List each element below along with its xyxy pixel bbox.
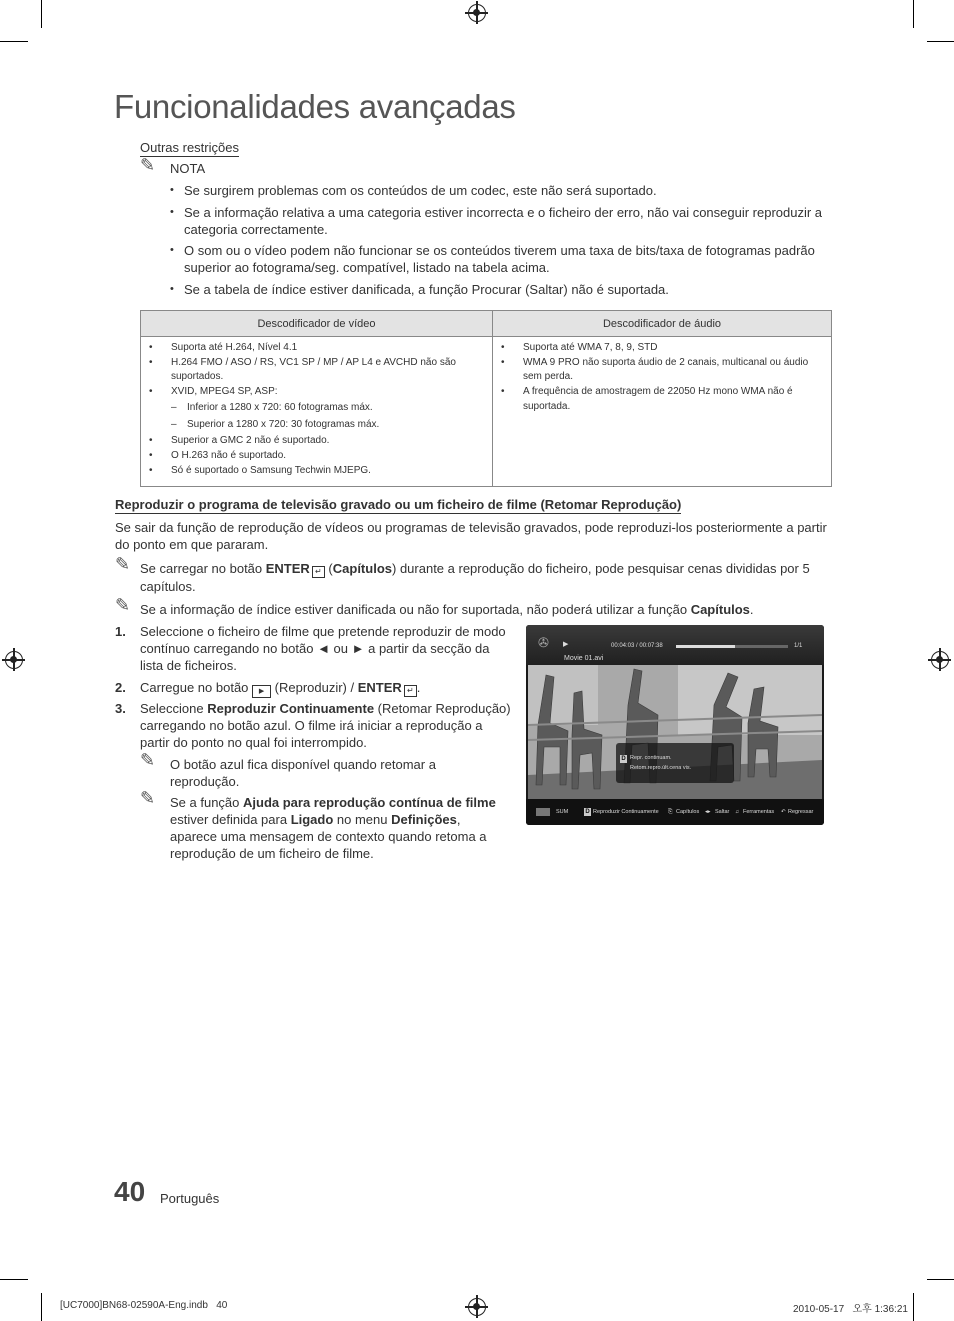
- list-item: • WMA 9 PRO não suporta áudio de 2 canais, multicanal ou áudio sem perda.: [501, 356, 809, 383]
- list-item: • A frequência de amostragem de 22050 Hz mono WMA não é suportada.: [501, 386, 793, 412]
- play-button-icon: ▶: [252, 685, 271, 698]
- skip-icon: ◂▸: [705, 809, 711, 815]
- subnote-blue-button: O botão azul fica disponível quando retomar a reprodução.: [170, 757, 436, 789]
- note-chapters: Se carregar no botão ENTER ↵ (Capítulos) durante a reprodução do ficheiro, pode pesquisar cenas divididas por 5 capítulos.: [140, 561, 810, 594]
- progress-bar: [676, 645, 788, 648]
- popup-key: D: [621, 756, 626, 762]
- film-reel-icon: ✇: [538, 635, 549, 650]
- subnote-resume-help: Se a função Ajuda para reprodução contínua de filme estiver definida para Ligado no menu Definições, aparece uma mensagem de contexto quando retoma a reprodução de um ficheiro de filme.: [170, 795, 496, 861]
- list-item: • Se surgirem problemas com os conteúdos de um codec, este não será suportado.: [170, 183, 657, 198]
- step-number: 2.: [115, 680, 126, 695]
- note-pencil-icon: ✎: [140, 750, 156, 770]
- section-heading-resume: Reproduzir o programa de televisão gravado ou um ficheiro de filme (Retomar Reprodução): [115, 497, 682, 512]
- progress-fill: [676, 645, 735, 648]
- page-title: Funcionalidades avançadas: [114, 88, 516, 125]
- list-item: – Superior a 1280 x 720: 30 fotogramas máx.: [171, 418, 380, 430]
- step-number: 3.: [115, 701, 126, 716]
- audio-decoder-cell: [493, 337, 832, 487]
- footer-language: Português: [160, 1191, 220, 1206]
- list-item: • Superior a GMC 2 não é suportado.: [149, 435, 330, 447]
- step-2-text: Carregue no botão ▶ (Reproduzir) / ENTER ↵ .: [140, 679, 510, 698]
- file-name: Movie 01.avi: [564, 655, 604, 662]
- registration-mark-icon: [5, 651, 23, 669]
- popup-line1: Repr. continuam.: [630, 755, 672, 761]
- list-item: • Suporta até H.264, Nível 4.1: [149, 342, 298, 353]
- note-index-damaged: Se a informação de índice estiver danificada ou não for suportada, não poderá utilizar a função Capítulos.: [140, 602, 754, 617]
- note-pencil-icon: ✎: [140, 155, 156, 175]
- list-item: • Só é suportado o Samsung Techwin MJEPG.: [149, 464, 371, 476]
- crop-mark: [41, 1293, 42, 1321]
- registration-mark-icon: [468, 4, 486, 22]
- enter-icon: ↵: [404, 685, 417, 697]
- crop-mark: [927, 1279, 954, 1280]
- list-item: • Se a informação relativa a uma categoria estiver incorrecta e o ficheiro der erro, não vai conseguir reproduzir a categoria correctamente.: [170, 205, 823, 237]
- list-item: • Suporta até WMA 7, 8, 9, STD: [501, 342, 658, 353]
- footer-file: [UC7000]BN68-02590A-Eng.indb 40: [60, 1300, 228, 1311]
- crop-mark: [41, 0, 42, 28]
- table-header-video: Descodificador de vídeo: [141, 311, 493, 337]
- intro-text: Se sair da função de reprodução de vídeos ou programas de televisão gravados, pode reproduzi-los posteriormente a partir do ponto em que pararam.: [115, 520, 827, 552]
- crop-mark: [0, 1279, 28, 1280]
- page-indicator: 1/1: [794, 643, 803, 649]
- playback-time: 00:04:03 / 00:07:38: [611, 643, 663, 649]
- device-icon: [536, 808, 550, 816]
- crop-mark: [913, 1293, 914, 1321]
- tools-icon: ♫: [735, 809, 740, 815]
- codec-table: [140, 310, 832, 487]
- video-decoder-cell: [141, 337, 493, 487]
- sum-label: SUM: [556, 809, 569, 815]
- list-item: • O H.263 não é suportado.: [149, 449, 287, 461]
- section-heading-restrictions: Outras restrições: [140, 140, 239, 155]
- chapters-button[interactable]: Capítulos: [676, 809, 700, 815]
- step-3-text: Seleccione Reproduzir Continuamente (Retomar Reprodução) carregando no botão azul. O filme irá iniciar a reprodução a partir do ponto no qual foi interrompido.: [140, 701, 511, 750]
- list-item: • H.264 FMO / ASO / RS, VC1 SP / MP / AP L4 e AVCHD não são suportados.: [149, 356, 456, 383]
- enter-icon: ↵: [312, 566, 325, 578]
- crop-mark: [927, 41, 954, 42]
- player-button-bar: [526, 799, 824, 825]
- popup-line2: Retom.repro.últ.cena vis.: [630, 765, 692, 771]
- list-item: • XVID, MPEG4 SP, ASP:: [149, 386, 278, 398]
- crop-mark: [0, 41, 28, 42]
- step-number: 1.: [115, 624, 126, 639]
- return-button[interactable]: Regressar: [788, 809, 814, 815]
- registration-mark-icon: [468, 1298, 486, 1316]
- note-pencil-icon: ✎: [115, 554, 131, 574]
- resume-popup[interactable]: [616, 743, 734, 783]
- note-pencil-icon: ✎: [140, 788, 156, 808]
- footer-date: 2010-05-17 오후 1:36:21: [793, 1304, 908, 1315]
- chapters-icon: ⎘: [668, 809, 673, 815]
- crop-mark: [913, 0, 914, 28]
- note-pencil-icon: ✎: [115, 595, 131, 615]
- step-1-text: Seleccione o ficheiro de filme que pretende reproduzir de modo contínuo carregando no botão ◄ ou ► a partir da secção da lista de ficheiros.: [140, 624, 506, 673]
- tools-button[interactable]: Ferramentas: [743, 809, 775, 815]
- blue-key-d: D: [585, 809, 590, 815]
- registration-mark-icon: [931, 651, 949, 669]
- list-item: • O som ou o vídeo podem não funcionar se os conteúdos tiverem uma taxa de bits/taxa de fotogramas padrão superior ao fotograma/seg. compatível, listado na tabela acima.: [170, 243, 815, 275]
- player-info-bar: [526, 625, 824, 665]
- return-icon: ↶: [781, 809, 786, 815]
- video-frame: [528, 665, 822, 799]
- note-label: NOTA: [170, 161, 206, 176]
- play-icon: ▶: [563, 641, 569, 648]
- continuous-play-button[interactable]: Reproduzir Continuamente: [593, 809, 659, 815]
- list-item: • Se a tabela de índice estiver danificada, a função Procurar (Saltar) não é suportada.: [170, 282, 669, 297]
- tv-screenshot: [526, 625, 824, 825]
- skip-button[interactable]: Saltar: [715, 809, 730, 815]
- page-number: 40: [114, 1176, 146, 1207]
- table-header-audio: Descodificador de áudio: [493, 311, 832, 337]
- list-item: – Inferior a 1280 x 720: 60 fotogramas máx.: [171, 401, 373, 413]
